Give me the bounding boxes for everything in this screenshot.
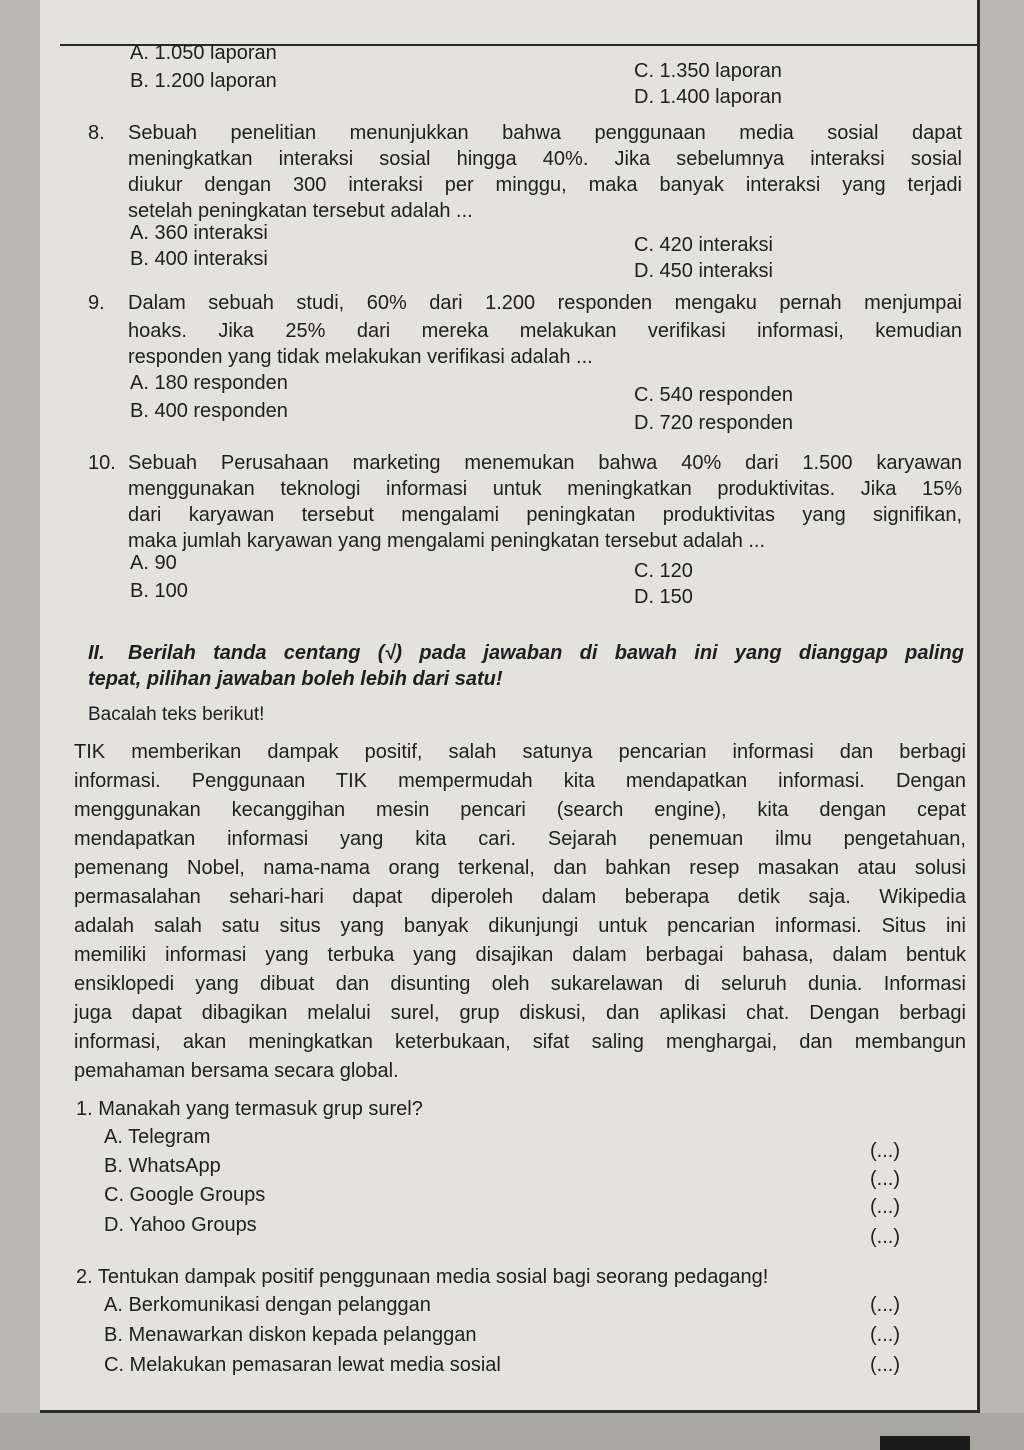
q10-line-3: dari karyawan tersebut mengalami peningkatan produktivitas yang signifikan, bbox=[128, 504, 962, 526]
passage-line: juga dapat dibagikan melalui surel, grup diskusi, dan aplikasi chat. Dengan berbagi bbox=[74, 1002, 966, 1024]
passage-line: memiliki informasi yang terbuka yang disajikan dalam berbagai bahasa, dalam bentuk bbox=[74, 944, 966, 966]
q9-line-3: responden yang tidak melakukan verifikasi adalah ... bbox=[128, 346, 593, 368]
passage-line: mendapatkan informasi yang kita cari. Sejarah penemuan ilmu pengetahuan, bbox=[74, 828, 966, 850]
passage-line: informasi, akan meningkatkan keterbukaan, sifat saling menghargai, dan membangun bbox=[74, 1031, 966, 1053]
s2-q2-checkbox-c[interactable]: (...) bbox=[870, 1354, 900, 1376]
passage-line: ensiklopedi yang dibuat dan disunting oleh sukarelawan di seluruh dunia. Informasi bbox=[74, 973, 966, 995]
q7-option-d: D. 1.400 laporan bbox=[634, 86, 782, 108]
q10-line-2: menggunakan teknologi informasi untuk meningkatkan produktivitas. Jika 15% bbox=[128, 478, 962, 500]
q7-option-b: B. 1.200 laporan bbox=[130, 70, 277, 92]
q8-number: 8. bbox=[88, 122, 105, 144]
passage-line: menggunakan kecanggihan mesin pencari (search engine), kita dengan cepat bbox=[74, 799, 966, 821]
q9-number: 9. bbox=[88, 292, 105, 314]
q10-line-4: maka jumlah karyawan yang mengalami peningkatan tersebut adalah ... bbox=[128, 530, 766, 552]
q9-option-b: B. 400 responden bbox=[130, 400, 288, 422]
q10-number: 10. bbox=[88, 452, 116, 474]
q9-option-c: C. 540 responden bbox=[634, 384, 794, 406]
passage-line: permasalahan sehari-hari dapat diperoleh dalam beberapa detik saja. Wikipedia bbox=[74, 886, 966, 908]
s2-q1-checkbox-c[interactable]: (...) bbox=[870, 1196, 900, 1218]
s2-q1-checkbox-b[interactable]: (...) bbox=[870, 1168, 900, 1190]
s2-q1-checkbox-a[interactable]: (...) bbox=[870, 1140, 900, 1162]
passage-line: pemahaman bersama secara global. bbox=[74, 1060, 399, 1082]
q7-option-c: C. 1.350 laporan bbox=[634, 60, 782, 82]
s2-q2-option-c: C. Melakukan pemasaran lewat media sosial bbox=[104, 1354, 501, 1376]
s2-q1-checkbox-d[interactable]: (...) bbox=[870, 1226, 900, 1248]
passage-line: adalah salah satu situs yang banyak dikunjungi untuk pencarian informasi. Situs ini bbox=[74, 915, 966, 937]
q10-option-c: C. 120 bbox=[634, 560, 693, 582]
q8-option-d: D. 450 interaksi bbox=[634, 260, 773, 282]
q9-option-d: D. 720 responden bbox=[634, 412, 794, 434]
q8-line-4: setelah peningkatan tersebut adalah ... bbox=[128, 200, 473, 222]
q8-option-b: B. 400 interaksi bbox=[130, 248, 268, 270]
passage-line: pemenang Nobel, nama-nama orang terkenal, dan bahkan resep masakan atau solusi bbox=[74, 857, 966, 879]
section-2-instruction-line-1: Berilah tanda centang (√) pada jawaban di bawah ini yang dianggap paling bbox=[128, 642, 964, 664]
q7-option-a: A. 1.050 laporan bbox=[130, 42, 277, 64]
q9-option-a: A. 180 responden bbox=[130, 372, 288, 394]
q9-line-2: hoaks. Jika 25% dari mereka melakukan verifikasi informasi, kemudian bbox=[128, 320, 962, 342]
passage-line: informasi. Penggunaan TIK mempermudah kita mendapatkan informasi. Dengan bbox=[74, 770, 966, 792]
s2-q1-option-d: D. Yahoo Groups bbox=[104, 1214, 257, 1236]
passage-line: TIK memberikan dampak positif, salah satunya pencarian informasi dan berbagi bbox=[74, 741, 966, 763]
s2-q2-checkbox-a[interactable]: (...) bbox=[870, 1294, 900, 1316]
s2-q1-option-a: A. Telegram bbox=[104, 1126, 211, 1148]
q10-option-a: A. 90 bbox=[130, 552, 177, 574]
s2-q2-checkbox-b[interactable]: (...) bbox=[870, 1324, 900, 1346]
q10-option-b: B. 100 bbox=[130, 580, 188, 602]
q8-line-3: diukur dengan 300 interaksi per minggu, maka banyak interaksi yang terjadi bbox=[128, 174, 962, 196]
passage bbox=[74, 738, 966, 1086]
s2-q1-option-c: C. Google Groups bbox=[104, 1184, 266, 1206]
s2-q2-option-a: A. Berkomunikasi dengan pelanggan bbox=[104, 1294, 431, 1316]
q9-line-1: Dalam sebuah studi, 60% dari 1.200 responden mengaku pernah menjumpai bbox=[128, 292, 962, 314]
s2-q1-question: 1. Manakah yang termasuk grup surel? bbox=[76, 1098, 423, 1120]
section-2-instruction-line-2: tepat, pilihan jawaban boleh lebih dari satu! bbox=[88, 668, 503, 690]
q10-line-1: Sebuah Perusahaan marketing menemukan bahwa 40% dari 1.500 karyawan bbox=[128, 452, 962, 474]
s2-q2-question: 2. Tentukan dampak positif penggunaan media sosial bagi seorang pedagang! bbox=[76, 1266, 769, 1288]
q10-option-d: D. 150 bbox=[634, 586, 693, 608]
next-page-edge bbox=[0, 1413, 1024, 1450]
q8-option-a: A. 360 interaksi bbox=[130, 222, 268, 244]
q8-option-c: C. 420 interaksi bbox=[634, 234, 773, 256]
dark-corner-block bbox=[880, 1436, 970, 1450]
section-2-numeral: II. bbox=[88, 642, 105, 664]
s2-q2-option-b: B. Menawarkan diskon kepada pelanggan bbox=[104, 1324, 477, 1346]
s2-q1-option-b: B. WhatsApp bbox=[104, 1155, 221, 1177]
read-prompt: Bacalah teks berikut! bbox=[88, 704, 265, 725]
q8-line-2: meningkatkan interaksi sosial hingga 40%. Jika sebelumnya interaksi sosial bbox=[128, 148, 962, 170]
q8-line-1: Sebuah penelitian menunjukkan bahwa penggunaan media sosial dapat bbox=[128, 122, 962, 144]
